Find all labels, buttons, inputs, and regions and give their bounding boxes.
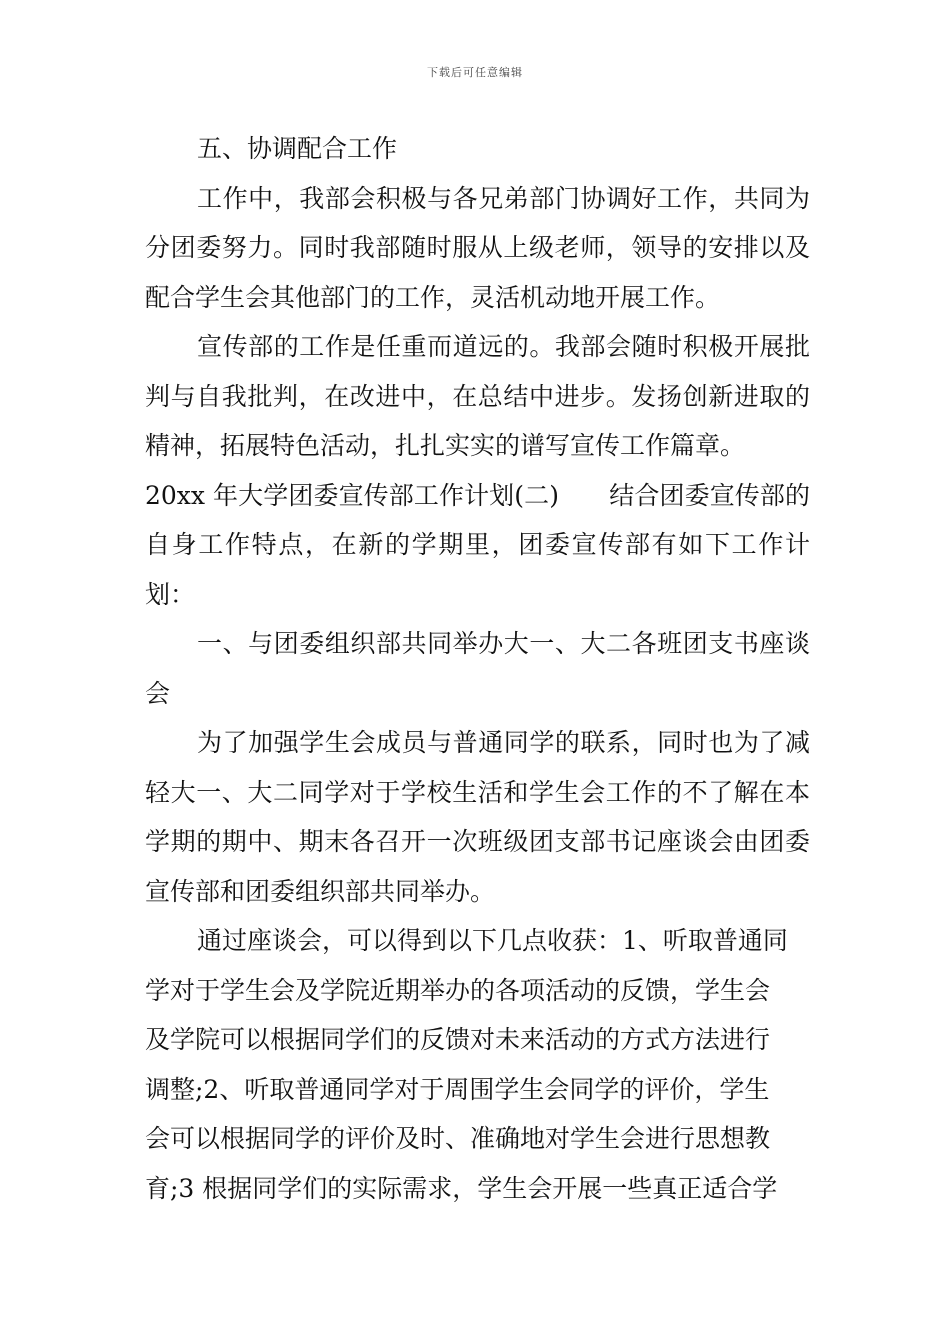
paragraph-line: 及学院可以根据同学们的反馈对未来活动的方式方法进行 bbox=[145, 1025, 771, 1054]
document-body bbox=[145, 124, 810, 1213]
section-heading: 一、与团委组织部共同举办大一、大二各班团支书座谈会 bbox=[145, 629, 810, 708]
paragraph-line: 育;3 根据同学们的实际需求，学生会开展一些真正适合学 bbox=[145, 1173, 778, 1203]
paragraph: 20xx 年大学团委宣传部工作计划(二) 结合团委宣传部的自身工作特点，在新的学期里，团委宣传部有如下工作计划： bbox=[145, 480, 810, 609]
paragraph-line: 学对于学生会及学院近期举办的各项活动的反馈，学生会 bbox=[145, 975, 771, 1005]
paragraph: 为了加强学生会成员与普通同学的联系，同时也为了减轻大一、大二同学对于学校生活和学生会工作的不了解在本学期的期中、期末各召开一次班级团支部书记座谈会由团委宣传部和团委组织部共同举办。 bbox=[145, 728, 810, 906]
page-header: 下载后可任意编辑 bbox=[427, 66, 523, 79]
paragraph-line: 通过座谈会，可以得到以下几点收获：1、听取普通同 bbox=[197, 926, 788, 955]
paragraph: 宣传部的工作是任重而道远的。我部会随时积极开展批判与自我批判，在改进中，在总结中进步。发扬创新进取的精神，拓展特色活动，扎扎实实的谱写宣传工作篇章。 bbox=[145, 332, 810, 460]
paragraph: 工作中，我部会积极与各兄弟部门协调好工作，共同为分团委努力。同时我部随时服从上级老师，领导的安排以及配合学生会其他部门的工作，灵活机动地开展工作。 bbox=[145, 183, 810, 312]
paragraph bbox=[145, 916, 810, 1213]
paragraph-line: 调整;2、听取普通同学对于周围学生会同学的评价，学生 bbox=[145, 1074, 770, 1104]
section-heading: 五、协调配合工作 bbox=[197, 134, 398, 163]
paragraph-line: 会可以根据同学的评价及时、准确地对学生会进行思想教 bbox=[145, 1124, 771, 1153]
